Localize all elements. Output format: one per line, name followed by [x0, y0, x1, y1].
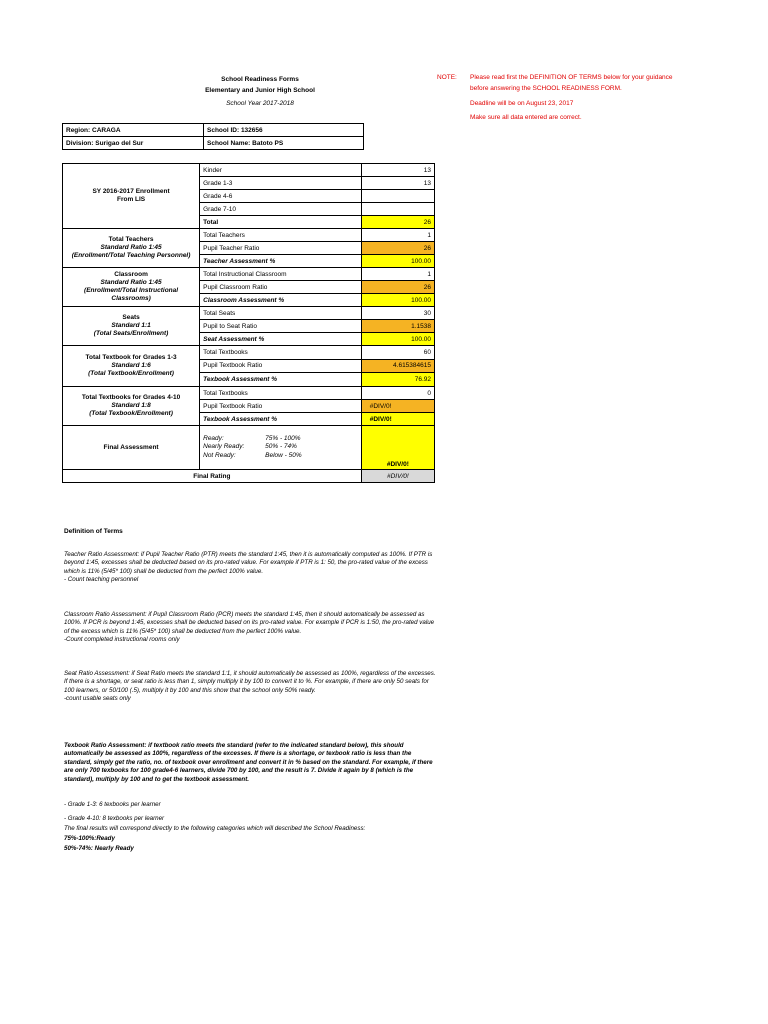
- enrollment-total-value: 26: [361, 216, 434, 229]
- textbook-1-3-formula: (Total Textbook/Enrollment): [88, 370, 174, 377]
- kinder-label: Kinder: [200, 164, 362, 177]
- category-nearly-ready: 50%-74%: Nearly Ready: [64, 845, 134, 852]
- grade-1-3-textbook-rule: - Grade 1-3: 6 texbooks per learner: [64, 801, 161, 808]
- region-cell[interactable]: Region: CARAGA: [63, 124, 204, 137]
- legend-nearly-ready: Nearly Ready:: [203, 443, 245, 451]
- seats-standard: Standard 1:1: [111, 322, 151, 329]
- school-id-cell[interactable]: School ID: 132656: [204, 124, 364, 137]
- teacher-definition: [64, 551, 436, 585]
- textbook-1-3-assessment-value: 76.92: [361, 373, 434, 387]
- pupil-teacher-ratio-value: 26: [361, 242, 434, 255]
- pupil-textbook-4-10-ratio-label: Pupil Textbook Ratio: [200, 400, 362, 413]
- school-year: School Year 2017-2018: [226, 100, 294, 107]
- teacher-definition-note: - Count teaching personnel: [64, 576, 139, 584]
- seats-label: [63, 307, 200, 346]
- grade-4-6-value[interactable]: [361, 190, 434, 203]
- textbook-4-10-formula: (Total Texbook/Enrollment): [89, 410, 173, 417]
- form-title: School Readiness Forms: [221, 76, 299, 83]
- final-assessment-label: Final Assessment: [63, 426, 200, 470]
- division-cell[interactable]: Division: Surigao del Sur: [63, 137, 204, 150]
- classroom-formula: (Enrollment/Total Instructional Classrooms): [84, 287, 179, 302]
- grade-4-6-label: Grade 4-6: [200, 190, 362, 203]
- final-rating-value: #DIV/0!: [361, 470, 434, 483]
- legend-ready: Ready:: [203, 434, 224, 442]
- classroom-definition-text: Classroom Ratio Assessment: if Pupil Classroom Ratio (PCR) meets the standard 1:45, then it should automatically be assessed as 100%. If PCR is beyond 1:45, excesses shall be deducted based on its pro-rated value. For example if PCR is 1:50, the pro-rated value of the excess which is 11% (5/45* 100) shall be deducted from the perfect 100% value.: [64, 611, 435, 635]
- classroom-definition-note: -Count completed instructional rooms only: [64, 636, 180, 644]
- textbooks-4-10-value[interactable]: 0: [361, 387, 434, 400]
- school-info-table: [62, 123, 364, 150]
- final-rating-label: Final Rating: [63, 470, 362, 483]
- seats-title: Seats: [122, 314, 140, 321]
- legend-ready-range: 75% - 100%: [265, 434, 301, 442]
- textbook-1-3-standard: Standard 1:6: [111, 362, 151, 369]
- grade-1-3-label: Grade 1-3: [200, 177, 362, 190]
- pupil-classroom-ratio-value: 26: [361, 281, 434, 294]
- enrollment-source: From LIS: [116, 196, 146, 203]
- note-line-1: Please read first the DEFINITION OF TERMS below for your guidance: [470, 74, 673, 81]
- pupil-teacher-ratio-label: Pupil Teacher Ratio: [200, 242, 362, 255]
- grade-7-10-label: Grade 7-10: [200, 203, 362, 216]
- final-results-text: The final results will correspond directly to the following categories which will described the School Readiness:: [64, 825, 366, 832]
- classroom-title: Classroom: [114, 271, 148, 278]
- textbook-1-3-title: Total Textbook for Grades 1-3: [85, 354, 177, 361]
- note-line-2: before answering the SCHOOL READINESS FORM.: [470, 85, 622, 92]
- note-label: NOTE:: [437, 74, 457, 81]
- teachers-label: [63, 229, 200, 268]
- pupil-textbook-4-10-ratio-value: #DIV/0!: [361, 400, 434, 413]
- enrollment-label: [63, 164, 200, 229]
- total-teachers-label: Total Teachers: [200, 229, 362, 242]
- legend-nearly-range: 50% - 74%: [265, 443, 297, 451]
- seats-formula: (Total Seats/Enrollment): [93, 330, 169, 337]
- readiness-legend: [200, 426, 362, 470]
- seat-definition-note: -count usable seats only: [64, 695, 131, 703]
- pupil-textbook-1-3-ratio-label: Pupil Textbook Ratio: [200, 359, 362, 373]
- category-ready: 75%-100%:Ready: [64, 835, 115, 842]
- note-deadline: Deadline will be on August 23, 2017: [470, 100, 574, 107]
- total-seats-label: Total Seats: [200, 307, 362, 320]
- textbook-4-10-assessment-value: #DIV/0!: [361, 413, 434, 426]
- definitions-heading: Definition of Terms: [64, 528, 123, 535]
- teachers-formula: (Enrollment/Total Teaching Personnel): [71, 252, 191, 259]
- textbook-4-10-assessment-label: Texbook Assessment %: [200, 413, 362, 426]
- teacher-assessment-label: Teacher Assessment %: [200, 255, 362, 268]
- school-name-cell[interactable]: School Name: Batoto PS: [204, 137, 364, 150]
- textbook-definition: Texbook Ratio Assessment: if textbook ratio meets the standard (refer to the indicated standard below), this should automatically be assessed as 100%, regardless of the excesses. If there is a shortage, or texbook ratio is less than the standard, simply get the ratio, no. of texbook over enrollment and convert it in % based on the standard. For example, if there are only 700 texbooks for 100 grade4-6 learners, divide 700 by 100, and the result is 7. Divide it again by 8 (which is the standard), multiply by 100 and to get the textbook assessment.: [64, 742, 433, 783]
- total-classroom-label: Total Instructional Classroom: [200, 268, 362, 281]
- enrollment-total-label: Total: [200, 216, 362, 229]
- grade-7-10-value[interactable]: [361, 203, 434, 216]
- grade-1-3-value[interactable]: 13: [361, 177, 434, 190]
- teachers-standard: Standard Ratio 1:45: [100, 244, 162, 251]
- teacher-definition-text: Teacher Ratio Assessment: if Pupil Teacher Ratio (PTR) meets the standard 1:45, then it is automatically computed as 100%. If PTR is beyond 1:45, excesses shall be deducted based on its pro-rated value. For example if PTR is 1: 50, the pro-rated value of the excess which is 11% (5/45* 100) shall be deducted from the perfect 100% value.: [64, 551, 433, 575]
- legend-not-ready: Not Ready:: [203, 451, 236, 459]
- total-teachers-value[interactable]: 1: [361, 229, 434, 242]
- classroom-assessment-value: 100.00: [361, 294, 434, 307]
- textbook-4-10-title: Total Textbooks for Grades 4-10: [81, 394, 181, 401]
- textbooks-1-3-label: Total Textbooks: [200, 346, 362, 360]
- classroom-definition: [64, 611, 436, 645]
- note-correct-data: Make sure all data entered are correct.: [470, 114, 582, 121]
- teacher-assessment-value: 100.00: [361, 255, 434, 268]
- textbook-4-10-label: [63, 387, 200, 426]
- textbook-4-10-standard: Standard 1:8: [111, 402, 151, 409]
- pupil-seat-ratio-label: Pupil to Seat Ratio: [200, 320, 362, 333]
- enrollment-title: SY 2016-2017 Enrollment: [92, 188, 170, 195]
- readiness-table: [62, 163, 435, 483]
- seat-assessment-value: 100.00: [361, 333, 434, 346]
- final-assessment-value: #DIV/0!: [361, 426, 434, 470]
- pupil-classroom-ratio-label: Pupil Classroom Ratio: [200, 281, 362, 294]
- total-classroom-value[interactable]: 1: [361, 268, 434, 281]
- form-subtitle: Elementary and Junior High School: [205, 87, 315, 94]
- seat-assessment-label: Seat Assessment %: [200, 333, 362, 346]
- pupil-textbook-1-3-ratio-value: 4.615384615: [361, 359, 434, 373]
- grade-4-10-textbook-rule: - Grade 4-10: 8 texbooks per learner: [64, 815, 165, 822]
- pupil-seat-ratio-value: 1.1538: [361, 320, 434, 333]
- teachers-title: Total Teachers: [108, 236, 154, 243]
- classroom-standard: Standard Ratio 1:45: [100, 279, 162, 286]
- legend-not-range: Below - 50%: [265, 451, 302, 459]
- kinder-value[interactable]: 13: [361, 164, 434, 177]
- textbook-1-3-label: [63, 346, 200, 387]
- classroom-assessment-label: Classroom Assessment %: [200, 294, 362, 307]
- textbooks-1-3-value[interactable]: 60: [361, 346, 434, 360]
- total-seats-value[interactable]: 30: [361, 307, 434, 320]
- seat-definition: [64, 670, 436, 718]
- seat-definition-text: Seat Ratio Assessment: if Seat Ratio meets the standard 1:1, it should automatically be assessed as 100%, regardless of the excesses. If there is a shortage, or seat ratio is less than 1, simply multiply it by 100 to convert it to %. For example, if there are only 50 seats for 100 learners, or 50/100 (.5), multiply it by 100 and this show that the school only 50% ready.: [64, 670, 436, 694]
- classroom-label: [63, 268, 200, 307]
- textbooks-4-10-label: Total Textbooks: [200, 387, 362, 400]
- textbook-1-3-assessment-label: Texbook Assessment %: [200, 373, 362, 387]
